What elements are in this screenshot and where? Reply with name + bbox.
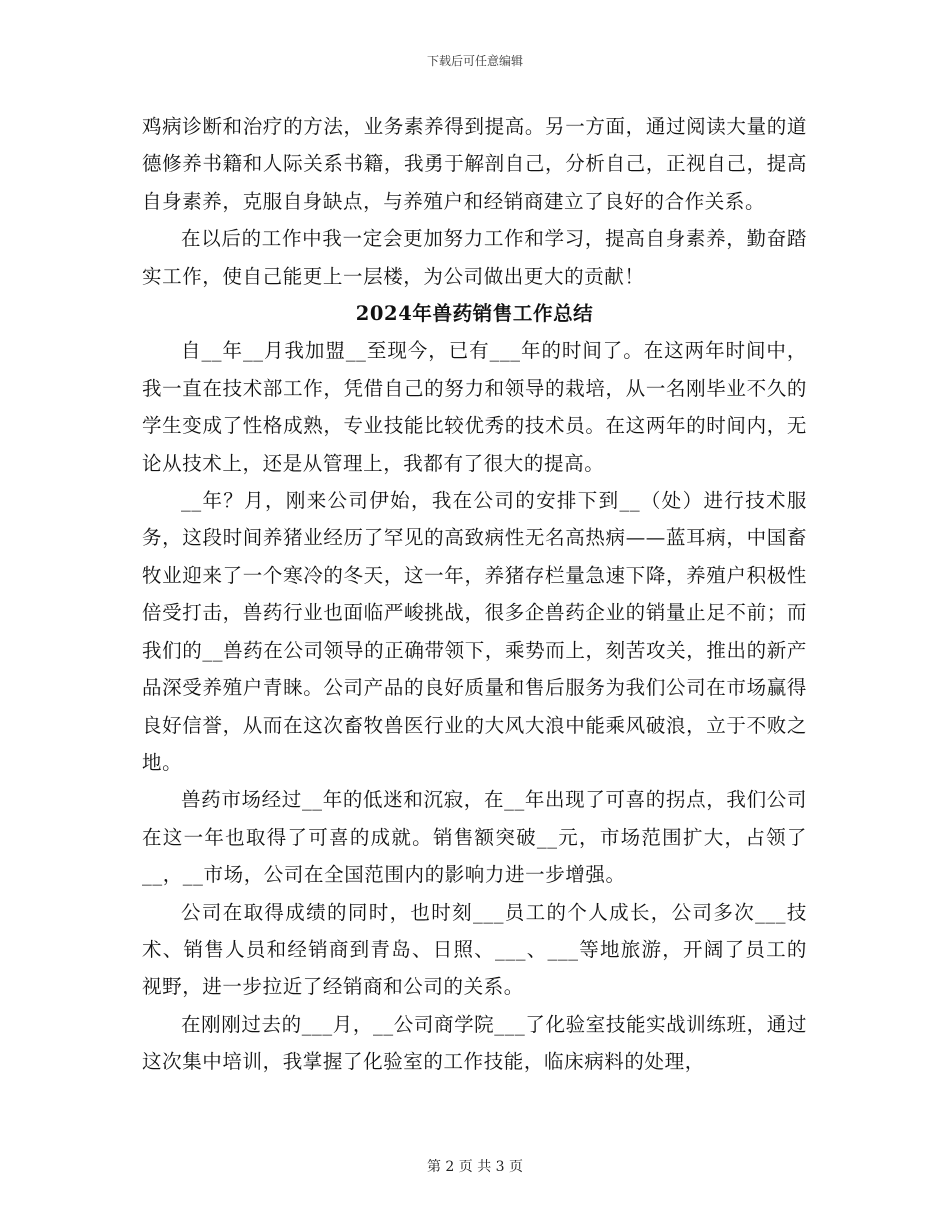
- paragraph: 自__年__月我加盟__至现今，已有___年的时间了。在这两年时间中，我一直在技术部工作，凭借自己的努力和领导的栽培，从一名刚毕业不久的学生变成了性格成熟，专业技能比较优秀的技术员。在这两年的时间内，无论从技术上，还是从管理上，我都有了很大的提高。: [142, 339, 807, 475]
- document-body: [142, 108, 807, 1081]
- paragraph: 在以后的工作中我一定会更加努力工作和学习，提高自身素养，勤奋踏实工作，使自己能更上一层楼，为公司做出更大的贡献！: [142, 227, 807, 288]
- paragraph: 在刚刚过去的___月，__公司商学院___了化验室技能实战训练班，通过这次集中培训，我掌握了化验室的工作技能，临床病料的处理，: [142, 1012, 807, 1074]
- paragraph: __年？月，刚来公司伊始，我在公司的安排下到__（处）进行技术服务，这段时间养猪业经历了罕见的高致病性无名高热病——蓝耳病，中国畜牧业迎来了一个寒冷的冬天，这一年，养猪存栏量急速下降，养殖户积极性倍受打击，兽药行业也面临严峻挑战，很多企兽药企业的销量止足不前；而我们的__兽药在公司领导的正确带领下，乘势而上，刻苦攻关，推出的新产品深受养殖户青睐。公司产品的良好质量和售后服务为我们公司在市场赢得良好信誉，从而在这次畜牧兽医行业的大风大浪中能乘风破浪，立于不败之地。: [142, 489, 807, 774]
- paragraph: 兽药市场经过__年的低迷和沉寂，在__年出现了可喜的拐点，我们公司在这一年也取得了可喜的成就。销售额突破__元，市场范围扩大，占领了__，__市场，公司在全国范围内的影响力进一步增强。: [142, 788, 807, 887]
- paragraph: 鸡病诊断和治疗的方法，业务素养得到提高。另一方面，通过阅读大量的道德修养书籍和人际关系书籍，我勇于解剖自己，分析自己，正视自己，提高自身素养，克服自身缺点，与养殖户和经销商建立了良好的合作关系。: [142, 115, 807, 213]
- paragraph: 公司在取得成绩的同时，也时刻___员工的个人成长，公司多次___技术、销售人员和经销商到青岛、日照、___、___等地旅游，开阔了员工的视野，进一步拉近了经销商和公司的关系。: [142, 900, 807, 999]
- header-note: 下载后可任意编辑: [426, 54, 523, 68]
- section-title: 2024年兽药销售工作总结: [355, 302, 594, 326]
- page-footer: 第 2 页 共 3 页: [426, 1159, 524, 1175]
